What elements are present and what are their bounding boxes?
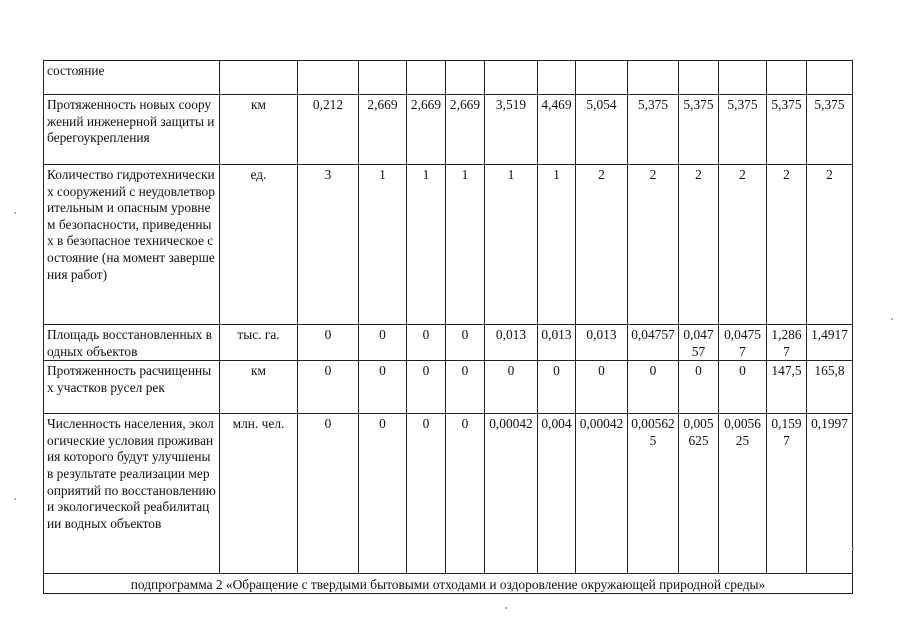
value-cell: 5,375 [628,95,679,165]
table-row [44,361,853,414]
value-cell: 0,005625 [679,414,719,574]
unit-cell [220,61,298,95]
value-cell: 0,004 [538,414,576,574]
value-cell: 0,04757 [719,325,767,361]
table-row [44,61,853,95]
value-cell: 2 [719,165,767,325]
subprogram-title: подпрограмма 2 «Обращение с твердыми бытовыми отходами и оздоровление окружающей природной среды» [44,574,853,594]
indicators-table [43,60,853,594]
indicator-name: Количество гидротехнических сооружений с неудовлетворительным и опасным уровнем безопасности, приведенных в безопасное техническое состояние (на момент завершения работ) [44,165,220,325]
value-cell: 1 [538,165,576,325]
unit-cell: тыс. га. [220,325,298,361]
value-cell: 0,1997 [807,414,853,574]
value-cell: 0 [298,325,359,361]
indicator-name: Протяженность расчищенных участков русел рек [44,361,220,414]
value-cell [807,61,853,95]
value-cell: 0 [359,325,407,361]
value-cell: 0,00042 [576,414,628,574]
value-cell: 0 [446,361,485,414]
unit-cell: км [220,95,298,165]
value-cell: 0 [576,361,628,414]
value-cell: 5,375 [719,95,767,165]
scan-dot [505,607,507,609]
value-cell: 5,375 [767,95,807,165]
value-cell: 0,005625 [719,414,767,574]
value-cell [576,61,628,95]
value-cell: 5,375 [679,95,719,165]
value-cell: 1 [485,165,538,325]
value-cell: 2 [807,165,853,325]
value-cell [767,61,807,95]
table-row [44,165,853,325]
value-cell: 3 [298,165,359,325]
value-cell: 0 [298,414,359,574]
indicator-name: Протяженность новых сооружений инженерной защиты и берегоукрепления [44,95,220,165]
value-cell: 1 [359,165,407,325]
subprogram-row [44,574,853,594]
scan-dot [14,212,16,214]
value-cell: 0 [446,414,485,574]
value-cell: 0,013 [576,325,628,361]
table-body [44,61,853,574]
value-cell: 0,1597 [767,414,807,574]
value-cell [485,61,538,95]
value-cell: 1 [446,165,485,325]
value-cell: 2,669 [407,95,446,165]
value-cell [628,61,679,95]
value-cell: 4,469 [538,95,576,165]
value-cell: 5,054 [576,95,628,165]
value-cell: 0 [485,361,538,414]
value-cell: 0,005625 [628,414,679,574]
scan-dot [852,548,854,550]
unit-cell: млн. чел. [220,414,298,574]
value-cell: 0,04757 [679,325,719,361]
value-cell [446,61,485,95]
value-cell: 0,04757 [628,325,679,361]
indicator-name: состояние [44,61,220,95]
value-cell [359,61,407,95]
value-cell: 2 [628,165,679,325]
value-cell [298,61,359,95]
value-cell [407,61,446,95]
value-cell: 0,013 [485,325,538,361]
value-cell: 0 [407,361,446,414]
value-cell: 2,669 [446,95,485,165]
scan-dot [891,318,893,320]
value-cell: 0 [719,361,767,414]
value-cell: 147,5 [767,361,807,414]
value-cell: 1,2867 [767,325,807,361]
scan-dot [14,498,16,500]
indicator-name: Численность населения, экологические условия проживания которого будут улучшены в результате реализации мероприятий по восстановлению и экологической реабилитации водных объектов [44,414,220,574]
value-cell: 0 [359,361,407,414]
unit-cell: км [220,361,298,414]
value-cell: 2 [767,165,807,325]
value-cell: 2,669 [359,95,407,165]
value-cell: 165,8 [807,361,853,414]
table-row [44,414,853,574]
table-row [44,95,853,165]
value-cell: 0 [538,361,576,414]
value-cell: 0,013 [538,325,576,361]
value-cell: 1,4917 [807,325,853,361]
value-cell [719,61,767,95]
value-cell: 0,212 [298,95,359,165]
value-cell: 2 [679,165,719,325]
value-cell: 0 [628,361,679,414]
value-cell: 0 [407,414,446,574]
indicator-name: Площадь восстановленных водных объектов [44,325,220,361]
value-cell [679,61,719,95]
value-cell: 3,519 [485,95,538,165]
value-cell: 0 [446,325,485,361]
value-cell: 0 [298,361,359,414]
value-cell: 0 [359,414,407,574]
table-row [44,325,853,361]
value-cell: 0,00042 [485,414,538,574]
unit-cell: ед. [220,165,298,325]
value-cell: 2 [576,165,628,325]
value-cell: 0 [407,325,446,361]
value-cell [538,61,576,95]
value-cell: 5,375 [807,95,853,165]
value-cell: 1 [407,165,446,325]
value-cell: 0 [679,361,719,414]
